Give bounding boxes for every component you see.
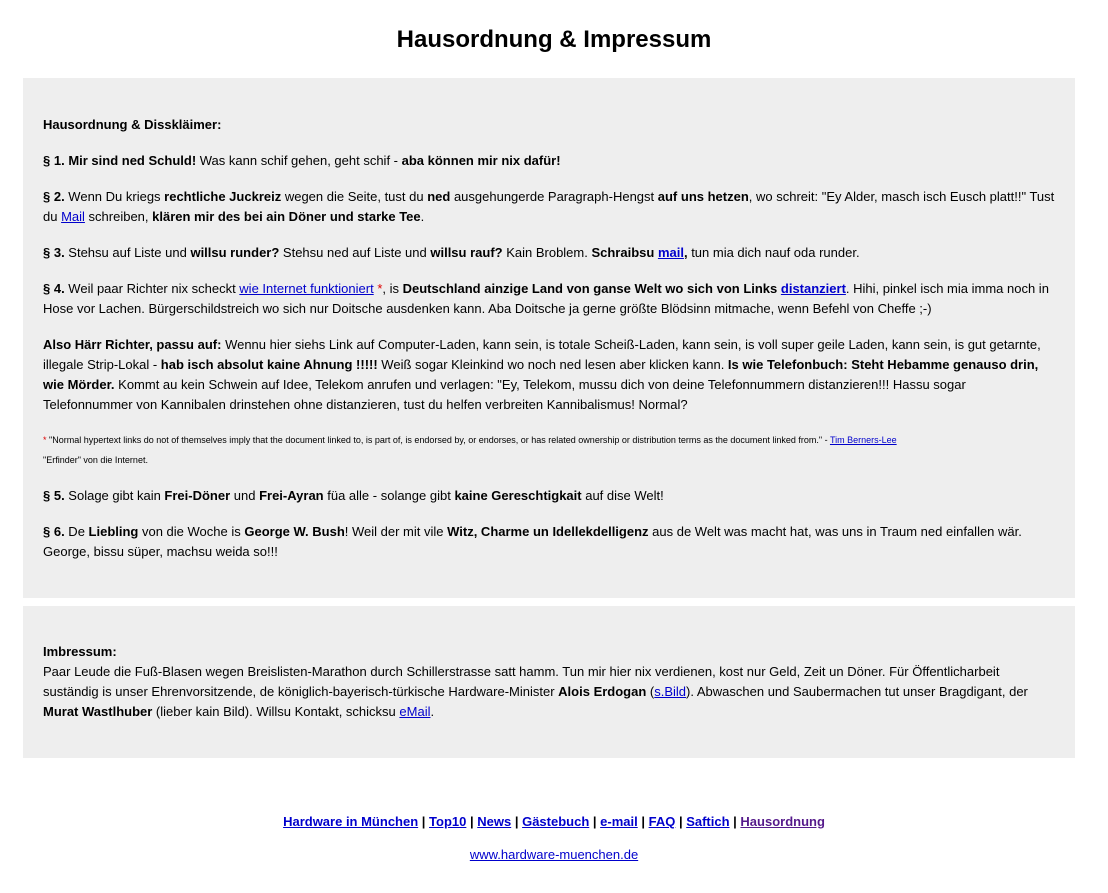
page-title: Hausordnung & Impressum: [396, 26, 712, 53]
berners-lee-link[interactable]: Tim Berners-Lee: [829, 435, 897, 445]
nav-link-email[interactable]: e-mail: [600, 814, 638, 829]
nav-link-hardware[interactable]: Hardware in München: [283, 814, 419, 829]
site-url-link[interactable]: www.hardware-muenchen.de: [469, 847, 639, 862]
footer-url: [0, 847, 1108, 862]
hausordnung-heading: Hausordnung & Disskläimer:: [43, 117, 222, 132]
hausordnung-box: [23, 78, 1075, 598]
footer-nav: Hardware in München | Top10 | News | Gästebuch | e-mail | FAQ | Saftich | Hausordnung: [283, 814, 825, 829]
nav-link-saftich[interactable]: Saftich: [686, 814, 730, 829]
paragraph-4: § 4. Weil paar Richter nix scheckt wie Internet funktioniert *, is Deutschland ainzige Land von ganse Welt wo sich von Links distanziert. Hihi, pinkel isch mia imma noch in Hose vor Lachen. Bürgerschildstreich wo sich nur Doitsche ausdenken kann. Aba Doitsche ja gerne größte Blödsinn mitmache, wenn Befehl von Cheffe ;-): [43, 281, 1049, 316]
paragraph-2: § 2. Wenn Du kriegs rechtliche Juckreiz wegen die Seite, tust du ned ausgehungerde Paragraph-Hengst auf uns hetzen, wo schreit: "Ey Alder, masch isch Eusch platt!!" Tust du Mail schreiben, klären mir des bei ain Döner und starke Tee.: [43, 189, 1055, 224]
paragraph-3: § 3. Stehsu auf Liste und willsu runder? Stehsu ned auf Liste und willsu rauf? Kain Broblem. Schraibsu mail, tun mia dich nauf oda runder.: [43, 245, 860, 260]
paragraph-5: Also Härr Richter, passu auf: Wennu hier siehs Link auf Computer-Laden, kann sein, is totale Scheiß-Laden, kann sein, is voll super geile Laden, kann sein, is gut getarnte, illegale Strip-Lokal - hab isch absolut kaine Ahnung !!!!! Weiß sogar Kleinkind wo noch ned lesen aber klicken kann. Is wie Telefonbuch: Steht Hebamme genauso drin, wie Mörder. Kommt au kein Schwein auf Idee, Telekom anrufen und verlagen: "Ey, Telekom, mussu dich von deine Telefonnummern distanzieren!!! Hassu sogar Telefonnummer von Kannibalen drinstehen ohne distanzieren, tust du helfen verbreiten Kannibalismus! Normal?: [43, 337, 1041, 412]
mail-link[interactable]: Mail: [61, 209, 85, 224]
paragraph-1: § 1. Mir sind ned Schuld! Was kann schif gehen, geht schif - aba können mir nix dafür!: [43, 153, 561, 168]
impressum-box: [23, 606, 1075, 758]
nav-link-hausordnung[interactable]: Hausordnung: [740, 814, 825, 829]
nav-link-gaestebuch[interactable]: Gästebuch: [522, 814, 590, 829]
email-link[interactable]: eMail: [399, 704, 431, 719]
paragraph-7: § 6. De Liebling von die Woche is George W. Bush! Weil der mit vile Witz, Charme un Idellekdelligenz aus de Welt was macht hat, was uns in Traum ned einfallen wär. George, bissu süper, machsu weida so!!!: [43, 524, 1022, 559]
impressum-heading: Imbressum:: [43, 644, 117, 659]
mail-link-2[interactable]: mail: [657, 245, 684, 260]
impressum-text: Imbressum: Paar Leude die Fuß-Blasen wegen Breislisten-Marathon durch Schillerstrasse satt hamm. Tun mir hier nix verdienen, kost nur Geld, Zeit un Döner. Für Öffentlicharbeit suständig is unser Ehrenvorsitzende, de königlich-bayerisch-türkische Hardware-Minister Alois Erdogan (s.Bild). Abwaschen und Saubermachen tut unser Bragdigant, der Murat Wastlhuber (lieber kain Bild). Willsu Kontakt, schicksu eMail.: [43, 644, 1028, 719]
nav-link-news[interactable]: News: [477, 814, 512, 829]
internet-link[interactable]: wie Internet funktioniert: [239, 281, 374, 296]
paragraph-6: § 5. Solage gibt kain Frei-Döner und Frei-Ayran füa alle - solange gibt kaine Gereschtigkait auf dise Welt!: [43, 488, 664, 503]
nav-link-top10[interactable]: Top10: [429, 814, 467, 829]
nav-link-faq[interactable]: FAQ: [648, 814, 676, 829]
bild-link[interactable]: s.Bild: [654, 684, 687, 699]
footnote: * "Normal hypertext links do not of themselves imply that the document linked to, is part of, is endorsed by, or endorses, or has related ownership or distribution terms as the document linked from." - Tim Berners-Lee "Erfinder" von die Internet.: [43, 435, 897, 465]
distanziert-link[interactable]: distanziert: [780, 281, 846, 296]
